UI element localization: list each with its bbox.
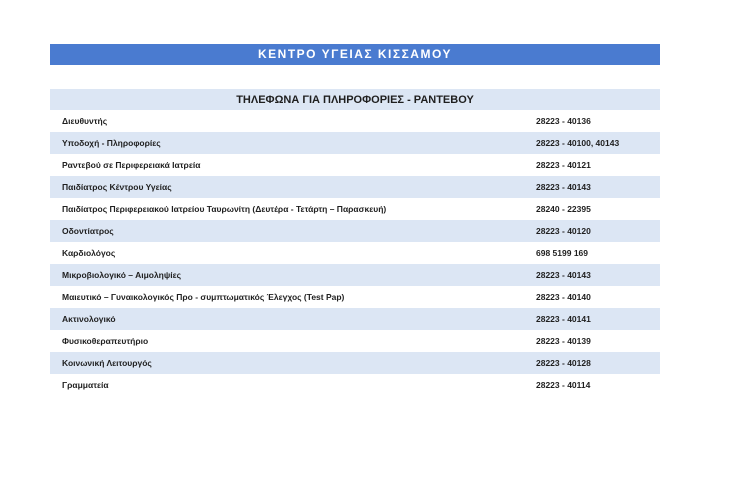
table-row — [50, 220, 660, 242]
row-phone: 28223 - 40100, 40143 — [536, 132, 660, 154]
table-row — [50, 374, 660, 396]
row-phone: 28223 - 40114 — [536, 374, 660, 396]
table-row — [50, 286, 660, 308]
table-header-row — [50, 89, 660, 110]
row-phone: 28223 - 40143 — [536, 264, 660, 286]
table-row — [50, 308, 660, 330]
table-row — [50, 132, 660, 154]
row-label: Γραμματεία — [50, 374, 536, 396]
document-title: ΚΕΝΤΡΟ ΥΓΕΙΑΣ ΚΙΣΣΑΜΟΥ — [50, 44, 660, 65]
table-row — [50, 198, 660, 220]
table-header: ΤΗΛΕΦΩΝΑ ΓΙΑ ΠΛΗΡΟΦΟΡΙΕΣ - ΡΑΝΤΕΒΟΥ — [50, 89, 660, 110]
row-phone: 28223 - 40140 — [536, 286, 660, 308]
table-row — [50, 330, 660, 352]
table-row — [50, 264, 660, 286]
row-phone: 28240 - 22395 — [536, 198, 660, 220]
row-phone: 28223 - 40139 — [536, 330, 660, 352]
row-label: Παιδίατρος Κέντρου Υγείας — [50, 176, 536, 198]
row-phone: 28223 - 40136 — [536, 110, 660, 132]
row-phone: 28223 - 40128 — [536, 352, 660, 374]
table-row — [50, 154, 660, 176]
row-label: Διευθυντής — [50, 110, 536, 132]
row-label: Κοινωνική Λειτουργός — [50, 352, 536, 374]
row-label: Μικροβιολογικό – Αιμοληψίες — [50, 264, 536, 286]
row-label: Ραντεβού σε Περιφερειακά Ιατρεία — [50, 154, 536, 176]
row-phone: 28223 - 40143 — [536, 176, 660, 198]
table-row — [50, 110, 660, 132]
row-phone: 28223 - 40120 — [536, 220, 660, 242]
table-row — [50, 352, 660, 374]
row-phone: 698 5199 169 — [536, 242, 660, 264]
table-row — [50, 176, 660, 198]
row-label: Ακτινολογικό — [50, 308, 536, 330]
row-phone: 28223 - 40121 — [536, 154, 660, 176]
row-label: Μαιευτικό – Γυναικολογικός Προ - συμπτωματικός Έλεγχος (Test Pap) — [50, 286, 536, 308]
table-row — [50, 242, 660, 264]
row-phone: 28223 - 40141 — [536, 308, 660, 330]
row-label: Οδοντίατρος — [50, 220, 536, 242]
row-label: Φυσικοθεραπευτήριο — [50, 330, 536, 352]
row-label: Καρδιολόγος — [50, 242, 536, 264]
row-label: Υποδοχή - Πληροφορίες — [50, 132, 536, 154]
phone-directory-table — [50, 89, 660, 396]
row-label: Παιδίατρος Περιφερειακού Ιατρείου Ταυρωνίτη (Δευτέρα - Τετάρτη – Παρασκευή) — [50, 198, 536, 220]
